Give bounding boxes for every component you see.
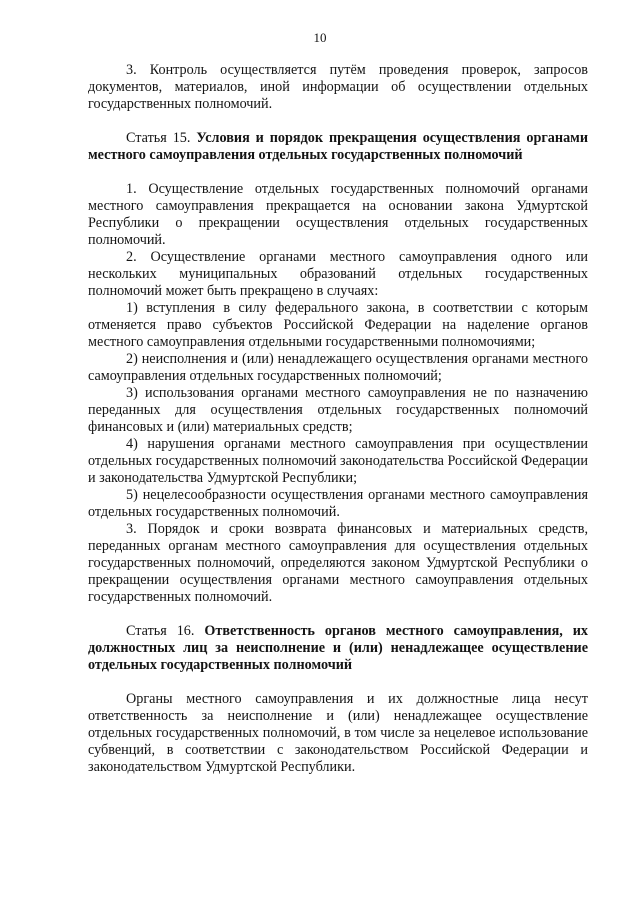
article-15-list-item: 5) нецелесообразности осуществления органами местного самоуправления отдельных государственных полномочий. — [88, 487, 588, 520]
article-15-paragraph: 3. Порядок и сроки возврата финансовых и материальных средств, переданных органам местного самоуправления для осуществления отдельных государственных полномочий, определяются законом Удмуртской Республики о прекращении осуществления органами местного самоуправления отдельных государственных полномочий. — [88, 521, 588, 605]
article-16-heading — [88, 623, 588, 674]
article-15-list-item: 4) нарушения органами местного самоуправления при осуществлении отдельных государственных полномочий законодательства Российской Федерации и законодательства Удмуртской Республики; — [88, 436, 588, 486]
page-number: 10 — [313, 30, 327, 45]
article-15-list-item: 3) использования органами местного самоуправления не по назначению переданных для осуществления отдельных государственных полномочий финансовых и (или) материальных средств; — [88, 385, 588, 435]
article-15-list-item: 2) неисполнения и (или) ненадлежащего осуществления органами местного самоуправления отдельных государственных полномочий; — [88, 351, 588, 384]
document-body — [88, 62, 588, 776]
article-15-title: Условия и порядок прекращения осуществления органами местного самоуправления отдельных государственных полномочий — [88, 130, 589, 163]
article-15-list-item: 1) вступления в силу федерального закона, в соответствии с которым отменяется право субъектов Российской Федерации на наделение органов местного самоуправления отдельными государственными полномочиями; — [88, 300, 588, 350]
article-16-title: Ответственность органов местного самоуправления, их должностных лиц за неисполнение и (или) ненадлежащее осуществление отдельных государственных полномочий — [88, 623, 588, 673]
article-15-paragraph: 2. Осуществление органами местного самоуправления одного или нескольких муниципальных образований отдельных государственных полномочий может быть прекращено в случаях: — [88, 249, 588, 299]
paragraph-control: 3. Контроль осуществляется путём проведения проверок, запросов документов, материалов, иной информации об осуществлении отдельных государственных полномочий. — [88, 62, 588, 112]
article-15-heading — [88, 130, 588, 164]
article-16-label: Статья 16. — [126, 623, 195, 639]
article-15-paragraph: 1. Осуществление отдельных государственных полномочий органами местного самоуправления прекращается на основании закона Удмуртской Республики о прекращении осуществления отдельных государственных полномочий. — [88, 181, 588, 248]
article-15-label: Статья 15. — [126, 130, 191, 146]
article-16-paragraph: Органы местного самоуправления и их должностные лица несут ответственность за неисполнение и (или) ненадлежащее осуществление отдельных государственных полномочий, в том числе за нецелевое использование субвенций, в соответствии с законодательством Российской Федерации и законодательством Удмуртской Республики. — [88, 691, 588, 775]
